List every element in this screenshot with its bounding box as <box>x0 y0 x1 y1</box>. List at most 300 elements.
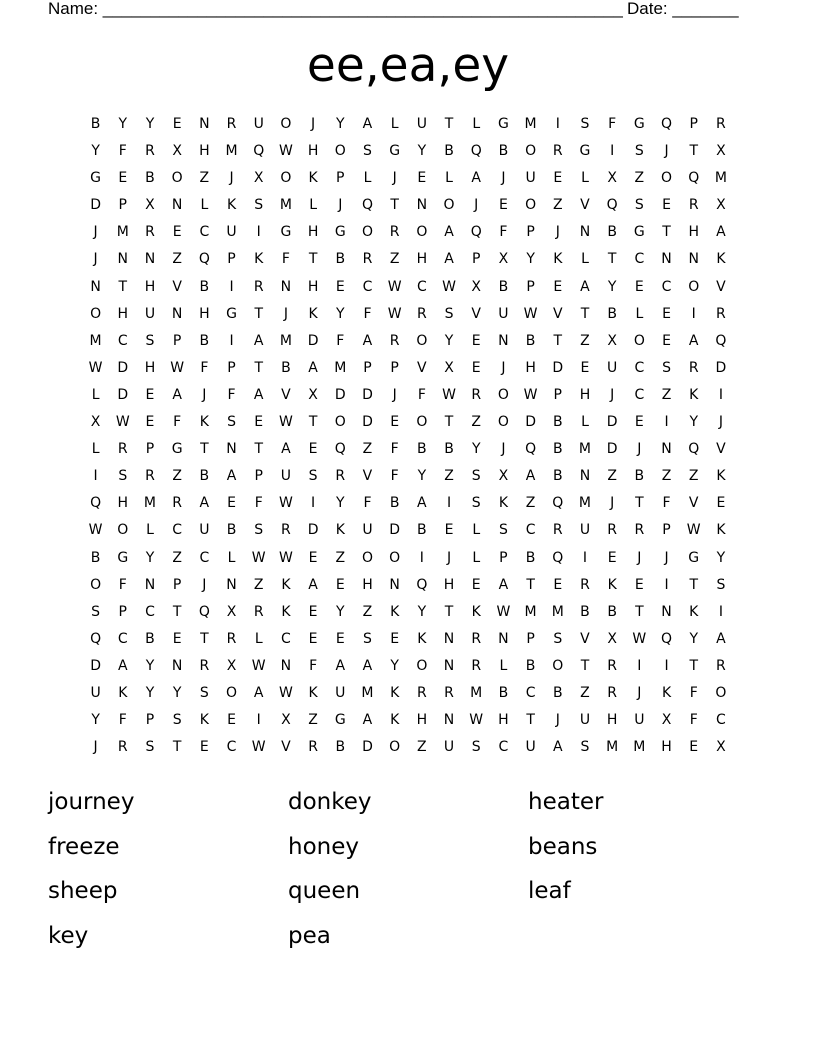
grid-letter: J <box>637 549 642 566</box>
grid-letter: I <box>664 576 669 593</box>
grid-letter: X <box>498 251 509 268</box>
grid-letter: I <box>664 414 669 431</box>
grid-letter: W <box>387 278 402 295</box>
grid-letter: K <box>390 684 400 701</box>
grid-letter: O <box>90 576 102 593</box>
grid-letter: Y <box>390 657 399 674</box>
grid-letter: V <box>716 278 726 295</box>
grid-letter: B <box>199 468 210 485</box>
grid-letter: X <box>607 630 617 647</box>
grid-letter: S <box>634 197 644 214</box>
grid-letter: T <box>172 739 182 756</box>
grid-letter: J <box>664 143 669 160</box>
grid-letter: I <box>311 495 316 512</box>
grid-letter: K <box>308 170 318 187</box>
grid-letter: R <box>416 305 427 322</box>
grid-letter: U <box>226 224 237 241</box>
grid-letter: I <box>93 468 98 485</box>
grid-letter: A <box>308 359 318 376</box>
grid-letter: K <box>471 603 481 620</box>
grid-letter: P <box>118 197 127 214</box>
grid-letter: K <box>281 576 291 593</box>
grid-letter: R <box>281 522 291 539</box>
grid-letter: K <box>417 630 427 647</box>
grid-letter: Y <box>689 414 698 431</box>
grid-letter: B <box>634 468 645 485</box>
grid-letter: L <box>581 170 589 187</box>
grid-letter: B <box>145 170 155 187</box>
grid-letter: J <box>283 305 288 322</box>
grid-letter: I <box>555 116 560 132</box>
grid-letter: R <box>226 116 237 132</box>
grid-row <box>82 249 735 276</box>
grid-letter: S <box>580 739 590 756</box>
grid-row <box>82 385 735 412</box>
grid-letter: H <box>117 495 129 512</box>
grid-letter: O <box>361 224 373 241</box>
grid-letter: Z <box>172 468 182 485</box>
grid-letter: T <box>200 441 209 458</box>
grid-letter: T <box>172 603 182 620</box>
grid-letter: D <box>715 359 727 376</box>
grid-letter: C <box>525 684 536 701</box>
grid-letter: X <box>498 468 509 485</box>
grid-letter: T <box>444 116 454 132</box>
grid-letter: W <box>115 414 130 431</box>
grid-letter: A <box>552 739 563 756</box>
grid-letter: C <box>199 549 210 566</box>
grid-letter: S <box>227 414 236 431</box>
grid-letter: G <box>497 116 509 132</box>
grid-letter: E <box>689 739 699 756</box>
grid-letter: W <box>686 522 701 539</box>
grid-letter: V <box>471 305 481 322</box>
grid-row <box>82 602 735 629</box>
grid-letter: X <box>226 603 237 620</box>
grid-letter: T <box>526 712 535 729</box>
grid-letter: L <box>581 251 589 268</box>
grid-letter: T <box>444 414 454 431</box>
grid-letter: W <box>496 603 511 620</box>
grid-letter: G <box>579 143 591 160</box>
grid-letter: Q <box>90 630 102 647</box>
grid-letter: M <box>714 170 727 187</box>
grid-letter: O <box>688 278 700 295</box>
grid-letter: K <box>716 522 726 539</box>
grid-letter: Z <box>362 603 373 620</box>
grid-letter: M <box>524 116 537 132</box>
grid-letter: N <box>661 251 672 268</box>
grid-letter: U <box>498 305 509 322</box>
grid-letter: E <box>662 305 671 322</box>
grid-letter: H <box>416 251 428 268</box>
grid-letter: L <box>200 197 209 214</box>
grid-letter: Q <box>198 251 210 268</box>
grid-letter: R <box>335 468 346 485</box>
word-bank-item: journey <box>48 789 135 815</box>
grid-letter: H <box>307 278 319 295</box>
grid-letter: R <box>416 684 427 701</box>
grid-letter: G <box>389 143 401 160</box>
grid-letter: D <box>389 522 401 539</box>
grid-letter: Z <box>471 414 482 431</box>
grid-letter: W <box>387 305 402 322</box>
grid-letter: A <box>362 657 373 674</box>
grid-letter: S <box>662 359 671 376</box>
grid-letter: P <box>336 170 345 187</box>
grid-letter: O <box>171 170 183 187</box>
grid-letter: R <box>117 441 128 458</box>
grid-letter: N <box>171 197 183 214</box>
grid-letter: X <box>90 414 101 431</box>
grid-row <box>82 466 735 493</box>
grid-row <box>82 304 735 331</box>
grid-letter: B <box>335 739 346 756</box>
grid-letter: O <box>443 197 455 214</box>
grid-letter: N <box>498 630 509 647</box>
grid-letter: B <box>607 224 617 241</box>
grid-letter: U <box>525 739 536 756</box>
grid-letter: A <box>117 657 128 674</box>
grid-letter: W <box>469 712 484 729</box>
grid-letter: Y <box>91 712 100 729</box>
grid-letter: E <box>145 414 155 431</box>
grid-letter: E <box>471 359 481 376</box>
grid-letter: O <box>117 522 129 539</box>
grid-row <box>82 358 735 385</box>
grid-letter: E <box>634 278 644 295</box>
grid-letter: N <box>199 116 210 132</box>
grid-letter: M <box>225 143 238 160</box>
grid-letter: B <box>90 549 101 566</box>
grid-letter: H <box>525 359 536 376</box>
grid-letter: N <box>661 441 672 458</box>
grid-letter: F <box>254 495 263 512</box>
grid-row <box>82 412 735 439</box>
grid-letter: A <box>362 332 373 349</box>
grid-letter: J <box>501 441 506 458</box>
grid-letter: K <box>689 603 699 620</box>
grid-letter: H <box>307 224 319 241</box>
grid-letter: E <box>471 332 481 349</box>
grid-letter: B <box>335 251 346 268</box>
grid-letter: F <box>336 332 345 349</box>
grid-letter: K <box>199 414 209 431</box>
grid-letter: X <box>661 712 672 729</box>
grid-letter: C <box>226 739 237 756</box>
grid-letter: B <box>525 657 536 674</box>
grid-letter: Q <box>688 441 700 458</box>
grid-letter: S <box>199 684 209 701</box>
grid-letter: G <box>334 712 346 729</box>
grid-letter: I <box>229 332 234 349</box>
grid-letter: Y <box>526 251 535 268</box>
grid-letter: U <box>90 684 101 701</box>
grid-letter: L <box>309 197 317 214</box>
grid-letter: N <box>171 657 183 674</box>
grid-letter: L <box>581 414 589 431</box>
grid-letter: O <box>226 684 238 701</box>
grid-letter: N <box>280 278 292 295</box>
grid-letter: J <box>555 712 560 729</box>
grid-letter: E <box>580 359 590 376</box>
grid-letter: U <box>416 116 427 132</box>
grid-letter: R <box>552 522 563 539</box>
grid-letter: S <box>444 305 454 322</box>
grid-letter: S <box>498 522 508 539</box>
grid-letter: I <box>446 495 452 512</box>
grid-letter: J <box>229 170 234 187</box>
grid-letter: N <box>416 197 428 214</box>
grid-letter: C <box>525 522 536 539</box>
grid-letter: E <box>308 603 318 620</box>
grid-letter: E <box>498 197 508 214</box>
grid-letter: P <box>471 251 481 268</box>
grid-letter: E <box>172 116 182 132</box>
grid-letter: B <box>281 359 291 376</box>
word-bank-item: donkey <box>288 789 372 815</box>
grid-letter: J <box>93 739 98 756</box>
grid-letter: P <box>499 549 508 566</box>
grid-letter: C <box>172 522 183 539</box>
grid-letter: K <box>308 305 318 322</box>
grid-letter: Y <box>607 278 617 295</box>
grid-letter: C <box>716 712 726 729</box>
grid-letter: U <box>579 712 591 729</box>
grid-letter: N <box>579 224 591 241</box>
grid-letter: D <box>362 386 373 403</box>
grid-letter: A <box>226 468 237 485</box>
grid-letter: S <box>471 739 481 756</box>
grid-letter: J <box>202 576 207 593</box>
grid-letter: W <box>278 684 293 701</box>
grid-letter: F <box>363 495 372 512</box>
grid-letter: O <box>416 414 428 431</box>
grid-row <box>82 222 735 249</box>
grid-letter: Y <box>689 630 698 647</box>
grid-letter: J <box>311 116 316 132</box>
grid-letter: Z <box>661 468 672 485</box>
grid-letter: R <box>145 143 155 160</box>
grid-letter: X <box>607 170 617 187</box>
grid-letter: D <box>90 657 101 674</box>
grid-letter: Y <box>444 332 454 349</box>
grid-letter: O <box>552 657 564 674</box>
grid-letter: U <box>362 522 373 539</box>
grid-letter: D <box>307 332 319 349</box>
grid-letter: E <box>227 712 236 729</box>
grid-letter: Y <box>145 657 155 674</box>
grid-letter: G <box>226 305 237 322</box>
grid-letter: Y <box>145 116 155 132</box>
grid-letter: T <box>662 224 671 241</box>
grid-letter: A <box>688 332 699 349</box>
grid-letter: W <box>251 549 266 566</box>
grid-letter: O <box>90 305 102 322</box>
grid-letter: T <box>607 251 617 268</box>
grid-letter: W <box>278 495 293 512</box>
grid-letter: B <box>226 522 237 539</box>
grid-letter: T <box>444 603 454 620</box>
grid-letter: H <box>661 739 672 756</box>
grid-letter: S <box>172 712 182 729</box>
grid-letter: R <box>226 630 237 647</box>
grid-letter: C <box>117 630 128 647</box>
grid-letter: S <box>254 197 264 214</box>
grid-letter: D <box>606 441 618 458</box>
grid-letter: T <box>689 143 698 160</box>
grid-letter: T <box>526 576 535 593</box>
grid-letter: O <box>525 197 537 214</box>
grid-letter: Q <box>361 197 373 214</box>
grid-letter: M <box>606 739 619 756</box>
grid-letter: E <box>308 441 318 458</box>
grid-letter: U <box>280 468 292 485</box>
grid-letter: K <box>689 386 699 403</box>
grid-row <box>82 575 735 602</box>
grid-letter: H <box>199 305 210 322</box>
grid-letter: Y <box>417 603 427 620</box>
grid-letter: W <box>170 359 185 376</box>
grid-letter: R <box>634 522 645 539</box>
grid-letter: L <box>363 170 372 187</box>
grid-letter: F <box>608 116 617 132</box>
grid-letter: L <box>472 549 481 566</box>
grid-letter: E <box>634 414 644 431</box>
grid-letter: X <box>145 197 155 214</box>
grid-letter: S <box>91 603 101 620</box>
word-bank-item: sheep <box>48 878 118 904</box>
grid-letter: M <box>279 197 292 214</box>
grid-letter: G <box>280 224 292 241</box>
grid-letter: J <box>474 197 479 214</box>
grid-letter: V <box>362 468 373 485</box>
grid-letter: Z <box>688 468 699 485</box>
grid-letter: J <box>664 549 669 566</box>
grid-letter: F <box>390 441 399 458</box>
grid-letter: U <box>144 305 156 322</box>
grid-letter: N <box>90 278 101 295</box>
grid-letter: Y <box>145 549 155 566</box>
grid-letter: D <box>117 386 129 403</box>
grid-letter: Z <box>607 468 617 485</box>
grid-letter: S <box>553 630 563 647</box>
grid-letter: V <box>580 630 590 647</box>
grid-letter: W <box>88 522 103 539</box>
grid-letter: F <box>118 143 127 160</box>
grid-row <box>82 277 735 304</box>
grid-letter: K <box>390 603 400 620</box>
grid-letter: E <box>227 495 236 512</box>
grid-letter: E <box>471 576 481 593</box>
grid-letter: R <box>172 495 183 512</box>
grid-letter: W <box>251 739 266 756</box>
grid-letter: R <box>389 224 400 241</box>
grid-letter: J <box>202 386 207 403</box>
grid-letter: B <box>498 278 509 295</box>
grid-letter: T <box>200 630 209 647</box>
word-bank-item: queen <box>288 878 361 904</box>
grid-letter: O <box>715 684 727 701</box>
grid-letter: P <box>662 522 671 539</box>
grid-letter: H <box>144 359 156 376</box>
grid-letter: L <box>635 305 644 322</box>
grid-letter: N <box>226 441 237 458</box>
grid-letter: Z <box>634 170 645 187</box>
grid-letter: O <box>334 414 346 431</box>
grid-letter: E <box>390 414 400 431</box>
grid-letter: L <box>390 116 399 132</box>
grid-letter: J <box>610 495 615 512</box>
grid-letter: N <box>117 251 129 268</box>
grid-row <box>82 548 735 575</box>
grid-letter: R <box>199 657 210 674</box>
grid-letter: R <box>253 603 264 620</box>
grid-letter: I <box>637 657 642 674</box>
word-bank-item: honey <box>288 833 359 860</box>
grid-letter: E <box>308 549 318 566</box>
grid-letter: G <box>633 116 645 132</box>
grid-letter: E <box>607 549 617 566</box>
grid-row <box>82 439 735 466</box>
grid-letter: F <box>689 712 698 729</box>
grid-letter: B <box>199 332 210 349</box>
grid-letter: Y <box>336 495 345 512</box>
grid-letter: O <box>525 143 537 160</box>
grid-letter: M <box>524 603 537 620</box>
grid-letter: G <box>117 549 129 566</box>
grid-letter: G <box>90 170 102 187</box>
date-field-label: Date: _______ <box>627 0 739 18</box>
grid-letter: B <box>444 143 454 160</box>
grid-letter: N <box>144 576 156 593</box>
grid-letter: T <box>308 251 318 268</box>
word-bank-item: freeze <box>48 833 120 860</box>
grid-letter: E <box>716 495 726 512</box>
grid-letter: O <box>389 739 401 756</box>
grid-letter: X <box>716 143 726 160</box>
grid-letter: E <box>553 170 563 187</box>
grid-letter: J <box>718 414 723 431</box>
grid-letter: T <box>254 359 263 376</box>
grid-letter: M <box>143 495 157 512</box>
grid-letter: A <box>308 576 318 593</box>
grid-letter: B <box>580 603 590 620</box>
grid-letter: T <box>254 441 263 458</box>
grid-letter: B <box>199 278 210 295</box>
grid-letter: A <box>253 332 264 349</box>
grid-letter: U <box>634 712 645 729</box>
grid-letter: R <box>552 143 563 160</box>
grid-letter: M <box>116 224 129 241</box>
grid-letter: L <box>227 549 236 566</box>
grid-letter: Z <box>389 251 400 268</box>
grid-letter: Q <box>525 441 537 458</box>
grid-letter: U <box>607 359 618 376</box>
grid-letter: L <box>445 170 453 187</box>
grid-letter: J <box>392 170 397 187</box>
grid-letter: W <box>523 305 538 322</box>
grid-letter: U <box>525 170 536 187</box>
grid-letter: Q <box>416 576 428 593</box>
grid-letter: E <box>662 332 671 349</box>
word-bank-item: leaf <box>528 878 571 904</box>
grid-letter: J <box>637 441 642 458</box>
grid-letter: E <box>172 630 182 647</box>
grid-letter: J <box>637 684 642 701</box>
grid-letter: T <box>580 657 590 674</box>
grid-letter: E <box>145 386 155 403</box>
